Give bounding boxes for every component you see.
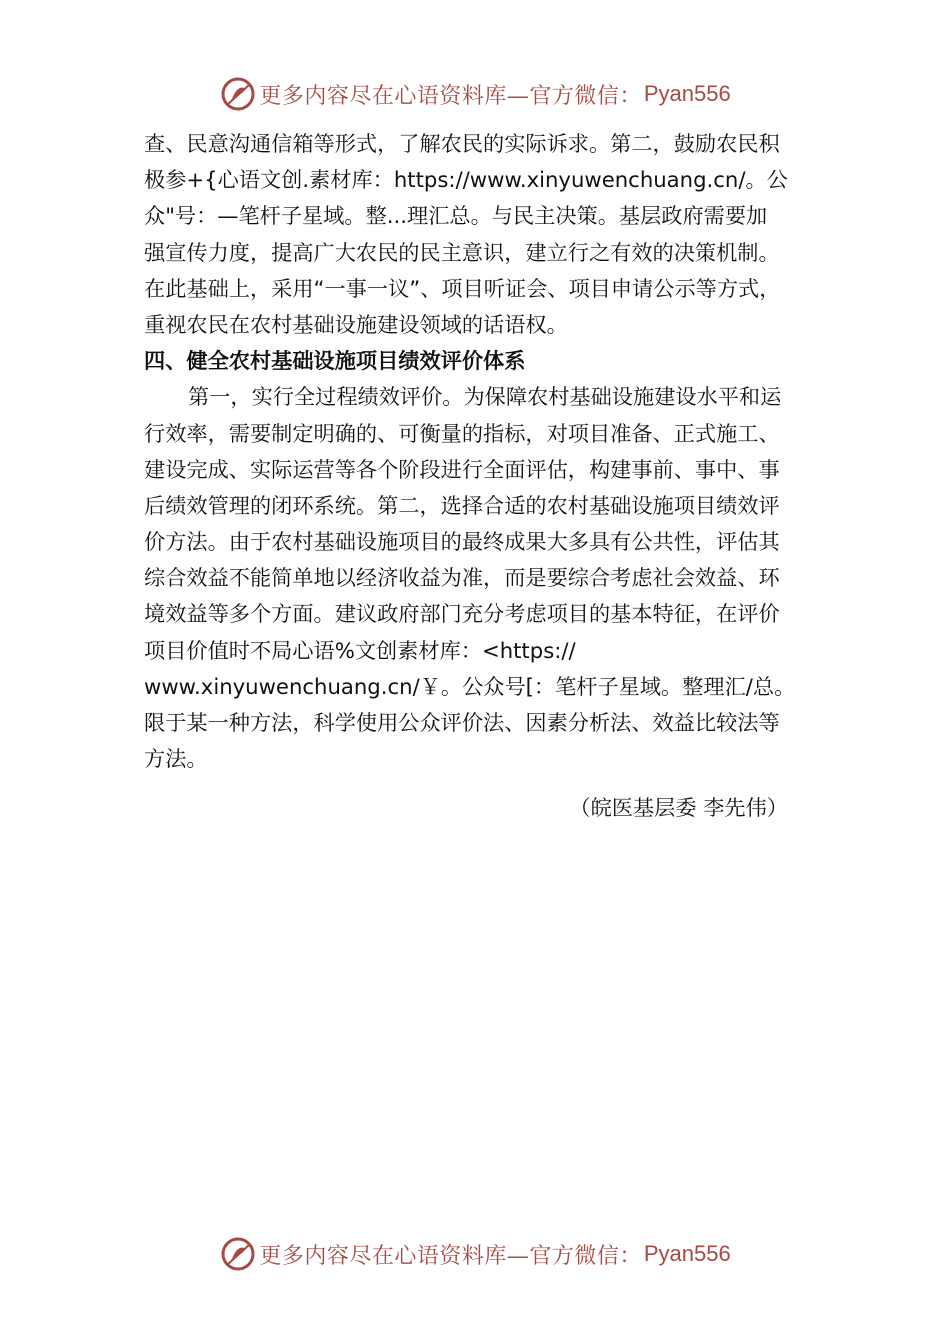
text-line: 方法。 <box>144 746 208 772</box>
text-line: 后绩效管理的闭环系统。第二，选择合适的农村基础设施项目绩效评 <box>144 492 780 518</box>
header-banner <box>0 72 950 116</box>
banner-text: 更多内容尽在心语资料库—官方微信： <box>259 83 642 109</box>
text-line: 查、民意沟通信箱等形式，了解农民的实际诉求。第二，鼓励农民积 <box>144 131 780 156</box>
logo-icon <box>219 1235 257 1273</box>
footer-banner <box>0 1232 950 1276</box>
text-line: 综合效益不能简单地以经济收益为准，而是要综合考虑社会效益、环 <box>144 565 780 591</box>
banner-handle: Pyan556 <box>643 81 731 106</box>
text-line: 限于某一种方法，科学使用公众评价法、因素分析法、效益比较法等 <box>144 710 780 735</box>
text-line: 众"号：—笔杆子星域。整...理汇总。与民主决策。基层政府需要加 <box>144 203 768 229</box>
banner-text: 更多内容尽在心语资料库—官方微信： <box>259 1243 642 1269</box>
text-line: 重视农民在农村基础设施建设领域的话语权。 <box>144 311 568 337</box>
text-line: 在此基础上，采用“一事一议”、项目听证会、项目申请公示等方式， <box>144 275 781 301</box>
logo-icon <box>219 75 257 113</box>
text-line: 行效率，需要制定明确的、可衡量的指标，对项目准备、正式施工、 <box>144 420 780 446</box>
section-heading: 四、健全农村基础设施项目绩效评价体系 <box>144 348 526 374</box>
text-line: 极参+{心语文创.素材库：https://www.xinyuwenchuang.cn/。公 <box>144 167 788 193</box>
text-line: 强宣传力度，提高广大农民的民主意识，建立行之有效的决策机制。 <box>144 239 780 265</box>
author-signature: （皖医基层委 李先伟） <box>569 795 788 820</box>
text-line: 建设完成、实际运营等各个阶段进行全面评估，构建事前、事中、事 <box>144 456 780 482</box>
text-line: 第一，实行全过程绩效评价。为保障农村基础设施建设水平和运 <box>188 384 782 410</box>
text-line: 项目价值时不局心语%文创素材库：<https:// <box>144 637 576 663</box>
article-body <box>144 126 834 777</box>
banner-handle: Pyan556 <box>643 1241 731 1266</box>
text-line: www.xinyuwenchuang.cn/￥。公众号[：笔杆子星域。整理汇/总。 <box>144 673 796 699</box>
text-line: 价方法。由于农村基础设施项目的最终成果大多具有公共性，评估其 <box>144 529 780 555</box>
text-line: 境效益等多个方面。建议政府部门充分考虑项目的基本特征，在评价 <box>144 601 780 627</box>
